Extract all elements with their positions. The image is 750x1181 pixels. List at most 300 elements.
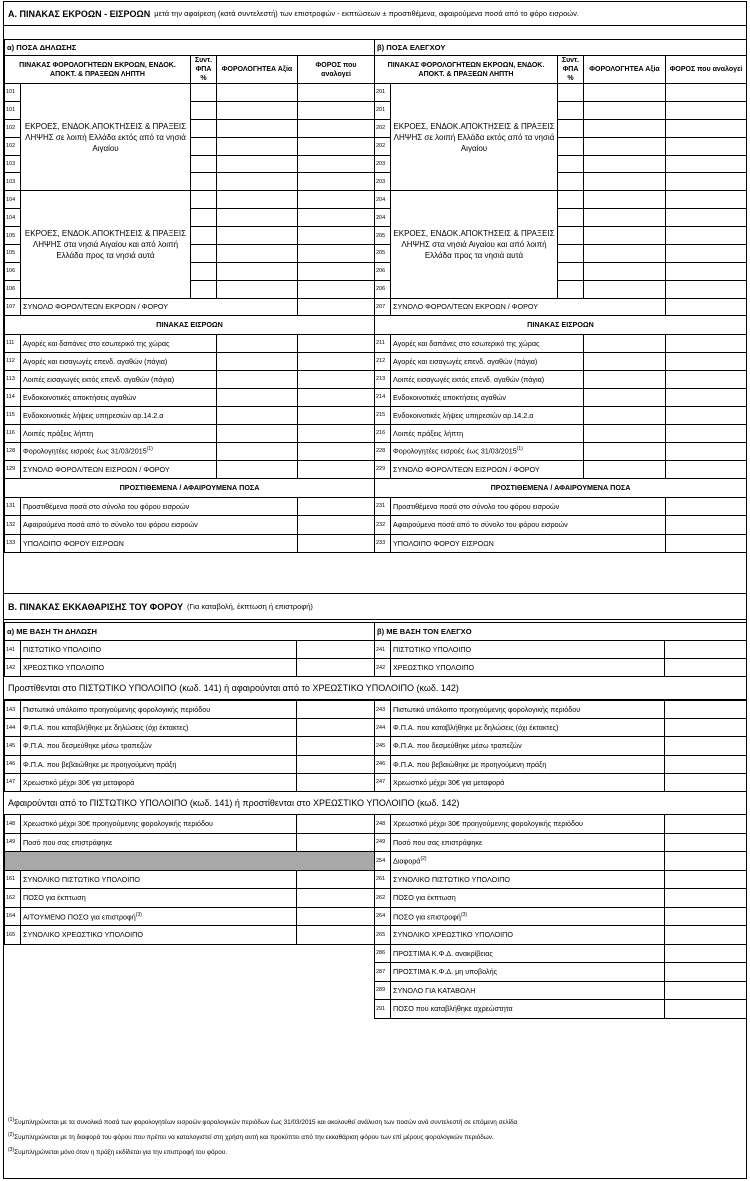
final-row bbox=[375, 870, 747, 889]
amount-input[interactable] bbox=[665, 852, 747, 871]
rate-input[interactable] bbox=[558, 137, 584, 155]
added-row bbox=[5, 719, 375, 737]
rate-input[interactable] bbox=[558, 155, 584, 173]
tax-input[interactable] bbox=[298, 227, 375, 245]
added-bar-text: Προστίθενται στο ΠΙΣΤΩΤΙΚΟ ΥΠΟΛΟΙΠΟ (κωδ. 141) ή αφαιρούνται από το ΧΡΕΩΣΤΙΚΟ ΥΠΟΛΟΙΠΟ (κωδ. 142) bbox=[8, 682, 459, 693]
value-input[interactable] bbox=[217, 262, 298, 280]
tax-input[interactable] bbox=[298, 298, 375, 315]
row-label-text: ΣΥΝΟΛΙΚΟ ΠΙΣΤΩΤΙΚΟ ΥΠΟΛΟΙΠΟ bbox=[23, 874, 140, 884]
value-input[interactable] bbox=[217, 424, 298, 442]
rate-input[interactable] bbox=[558, 173, 584, 191]
row-code: 116 bbox=[5, 424, 21, 442]
tax-input[interactable] bbox=[666, 497, 747, 516]
tax-input[interactable] bbox=[298, 388, 375, 406]
output-row bbox=[5, 191, 375, 209]
row-label bbox=[21, 497, 298, 516]
value-input[interactable] bbox=[217, 137, 298, 155]
row-label bbox=[21, 815, 297, 834]
row-label bbox=[21, 870, 297, 889]
added-row bbox=[375, 773, 747, 791]
value-input[interactable] bbox=[217, 442, 298, 460]
row-code: 233 bbox=[375, 534, 391, 553]
value-input[interactable] bbox=[584, 424, 666, 442]
amount-input[interactable] bbox=[297, 641, 375, 659]
row-label bbox=[391, 926, 665, 945]
subtracted-row bbox=[375, 815, 747, 834]
row-label-text: Ποσό που σας επιστράφηκε bbox=[393, 837, 483, 847]
row-code: 243 bbox=[375, 701, 391, 719]
row-code: 201 bbox=[375, 101, 391, 119]
amount-input[interactable] bbox=[665, 737, 747, 755]
inputs-title-row bbox=[5, 315, 375, 334]
balance-row bbox=[5, 641, 375, 659]
row-label bbox=[21, 424, 217, 442]
section-head-row bbox=[375, 40, 747, 56]
row-label bbox=[391, 534, 666, 553]
tax-input[interactable] bbox=[666, 155, 747, 173]
value-input[interactable] bbox=[217, 370, 298, 388]
tax-input[interactable] bbox=[298, 280, 375, 298]
row-label bbox=[391, 388, 584, 406]
tax-input[interactable] bbox=[666, 334, 747, 352]
row-code: 131 bbox=[5, 497, 21, 516]
row-label bbox=[21, 370, 217, 388]
inputs-title: ΠΙΝΑΚΑΣ ΕΙΣΡΟΩΝ bbox=[375, 315, 747, 334]
row-label bbox=[21, 737, 297, 755]
tax-input[interactable] bbox=[666, 442, 747, 460]
row-code: 264 bbox=[375, 907, 391, 926]
row-code: 203 bbox=[375, 173, 391, 191]
input-row bbox=[5, 352, 375, 370]
tax-input[interactable] bbox=[666, 245, 747, 263]
row-label-text: Ενδοκοινοτικές λήψεις υπηρεσιών αρ.14.2.α bbox=[23, 410, 164, 420]
row-label-text: ΣΥΝΟΛΟ ΦΟΡΟΛ/ΤΕΩΝ ΕΙΣΡΟΩΝ / ΦΟΡΟΥ bbox=[393, 464, 540, 474]
section-a-title: A. ΠΙΝΑΚΑΣ ΕΚΡΟΩΝ - ΕΙΣΡΟΩΝ bbox=[8, 8, 151, 19]
addsub-row bbox=[5, 516, 375, 535]
value-input[interactable] bbox=[584, 406, 666, 424]
amount-input[interactable] bbox=[297, 833, 375, 852]
rate-input[interactable] bbox=[558, 227, 584, 245]
tax-input[interactable] bbox=[666, 460, 747, 478]
row-code: 202 bbox=[375, 119, 391, 137]
row-code: 162 bbox=[5, 889, 21, 908]
tax-input[interactable] bbox=[298, 516, 375, 535]
tax-input[interactable] bbox=[666, 101, 747, 119]
amount-input[interactable] bbox=[297, 737, 375, 755]
row-code: 128 bbox=[5, 442, 21, 460]
row-label-text: Φ.Π.Α. που βεβαιώθηκε με προηγούμενη πράξη bbox=[393, 759, 547, 769]
row-label bbox=[21, 641, 297, 659]
row-label-text: Φορολογητέες εισροές έως 31/03/2015 bbox=[393, 446, 517, 456]
tax-input[interactable] bbox=[298, 262, 375, 280]
output-row bbox=[375, 84, 747, 102]
row-label bbox=[391, 516, 666, 535]
value-input[interactable] bbox=[584, 119, 666, 137]
row-label-text: ΠΟΣΟ για επιστροφή bbox=[393, 911, 461, 921]
row-code: 247 bbox=[375, 773, 391, 791]
tax-input[interactable] bbox=[298, 497, 375, 516]
tax-input[interactable] bbox=[298, 352, 375, 370]
tax-input[interactable] bbox=[298, 101, 375, 119]
input-row bbox=[375, 352, 747, 370]
difference-row bbox=[375, 852, 747, 871]
tax-input[interactable] bbox=[298, 424, 375, 442]
footnote-ref: (2) bbox=[420, 856, 427, 863]
row-code: 262 bbox=[375, 889, 391, 908]
value-input[interactable] bbox=[217, 280, 298, 298]
value-input[interactable] bbox=[217, 209, 298, 227]
row-code: 244 bbox=[375, 719, 391, 737]
balance-row bbox=[375, 641, 747, 659]
row-label bbox=[21, 534, 298, 553]
rate-input[interactable] bbox=[191, 155, 217, 173]
row-code: 106 bbox=[5, 262, 21, 280]
input-row bbox=[5, 442, 375, 460]
tax-input[interactable] bbox=[666, 406, 747, 424]
subtracted-row bbox=[375, 833, 747, 852]
tax-input[interactable] bbox=[666, 209, 747, 227]
tax-input[interactable] bbox=[666, 191, 747, 209]
value-input[interactable] bbox=[584, 84, 666, 102]
tax-input[interactable] bbox=[298, 334, 375, 352]
value-input[interactable] bbox=[217, 460, 298, 478]
rate-input[interactable] bbox=[558, 119, 584, 137]
rate-input[interactable] bbox=[191, 119, 217, 137]
row-code: 101 bbox=[5, 101, 21, 119]
amount-input[interactable] bbox=[665, 870, 747, 889]
tax-input[interactable] bbox=[666, 298, 747, 315]
col-desc-header: ΠΙΝΑΚΑΣ ΦΟΡΟΛΟΓΗΤΕΩΝ ΕΚΡΟΩΝ, ΕΝΔΟΚ. ΑΠΟΚΤ. & ΠΡΑΞΕΩΝ ΛΗΠΤΗ bbox=[375, 56, 558, 84]
amount-input[interactable] bbox=[665, 981, 747, 1000]
row-label-text: ΣΥΝΟΛΙΚΟ ΧΡΕΩΣΤΙΚΟ ΥΠΟΛΟΙΠΟ bbox=[393, 930, 513, 940]
rate-input[interactable] bbox=[191, 209, 217, 227]
amount-input[interactable] bbox=[665, 944, 747, 963]
rate-input[interactable] bbox=[558, 209, 584, 227]
row-label bbox=[391, 719, 665, 737]
row-label-text: Χρεωστικό μέχρι 30€ για μεταφορά bbox=[393, 777, 505, 787]
amount-input[interactable] bbox=[665, 889, 747, 908]
col-desc-header: ΠΙΝΑΚΑΣ ΦΟΡΟΛΟΓΗΤΕΩΝ ΕΚΡΟΩΝ, ΕΝΔΟΚ. ΑΠΟΚΤ. & ΠΡΑΞΕΩΝ ΛΗΠΤΗ bbox=[5, 56, 191, 84]
row-label-text: Προστιθέμενα ποσά στο σύνολο του φόρου εισροών bbox=[23, 501, 190, 511]
subtracted-bar-text: Αφαιρούνται από το ΠΙΣΤΩΤΙΚΟ ΥΠΟΛΟΙΠΟ (κωδ. 141) ή προστίθενται στο ΧΡΕΩΣΤΙΚΟ ΥΠΟΛΟΙΠΟ (κωδ. 142) bbox=[8, 797, 460, 808]
amount-input[interactable] bbox=[665, 641, 747, 659]
row-code: 289 bbox=[375, 981, 391, 1000]
amount-input[interactable] bbox=[297, 701, 375, 719]
row-code: 114 bbox=[5, 388, 21, 406]
amount-input[interactable] bbox=[665, 659, 747, 677]
row-label bbox=[21, 442, 217, 460]
amount-input[interactable] bbox=[665, 963, 747, 982]
col-value-header: ΦΟΡΟΛΟΓΗΤΕΑ Αξία bbox=[584, 56, 666, 84]
value-input[interactable] bbox=[584, 137, 666, 155]
row-label bbox=[391, 659, 665, 677]
rate-input[interactable] bbox=[191, 280, 217, 298]
row-label bbox=[391, 852, 665, 871]
row-code: 145 bbox=[5, 737, 21, 755]
amount-input[interactable] bbox=[665, 815, 747, 834]
row-code: 113 bbox=[5, 370, 21, 388]
final-row bbox=[375, 1000, 747, 1019]
amount-input[interactable] bbox=[297, 870, 375, 889]
row-label-text: Χρεωστικό μέχρι 30€ για μεταφορά bbox=[23, 777, 135, 787]
tax-input[interactable] bbox=[666, 534, 747, 553]
tax-input[interactable] bbox=[298, 370, 375, 388]
col-rate-header: Συντ. ΦΠΑ % bbox=[191, 56, 217, 84]
right-outputs-table bbox=[374, 39, 747, 553]
row-code: 148 bbox=[5, 815, 21, 834]
value-input[interactable] bbox=[584, 262, 666, 280]
tax-input[interactable] bbox=[298, 119, 375, 137]
column-header-row bbox=[5, 56, 375, 84]
tax-input[interactable] bbox=[298, 84, 375, 102]
tax-input[interactable] bbox=[666, 352, 747, 370]
value-input[interactable] bbox=[217, 388, 298, 406]
left-final-table bbox=[4, 814, 375, 945]
row-code: 265 bbox=[375, 926, 391, 945]
row-label-text: ΠΡΟΣΤΙΜΑ Κ.Φ.Δ. μη υποβολής bbox=[393, 967, 498, 977]
row-code: 143 bbox=[5, 701, 21, 719]
total-row bbox=[375, 298, 747, 315]
value-input[interactable] bbox=[217, 101, 298, 119]
added-row bbox=[375, 719, 747, 737]
value-input[interactable] bbox=[584, 155, 666, 173]
rate-input[interactable] bbox=[191, 262, 217, 280]
row-code: 164 bbox=[5, 907, 21, 926]
row-code: 207 bbox=[375, 298, 391, 315]
value-input[interactable] bbox=[217, 191, 298, 209]
row-label-text: Φ.Π.Α. που καταβλήθηκε με δηλώσεις (όχι έκτακτες) bbox=[393, 723, 559, 733]
row-label-text: ΧΡΕΩΣΤΙΚΟ ΥΠΟΛΟΙΠΟ bbox=[23, 663, 105, 672]
tax-input[interactable] bbox=[298, 209, 375, 227]
value-input[interactable] bbox=[217, 173, 298, 191]
row-label bbox=[391, 406, 584, 424]
row-code: 107 bbox=[5, 298, 21, 315]
value-input[interactable] bbox=[584, 209, 666, 227]
tax-input[interactable] bbox=[666, 424, 747, 442]
row-label bbox=[21, 701, 297, 719]
row-label-text: Αγορές και δαπάνες στο εσωτερικό της χώρας bbox=[23, 338, 170, 348]
tax-input[interactable] bbox=[666, 262, 747, 280]
input-row bbox=[375, 406, 747, 424]
value-input[interactable] bbox=[217, 352, 298, 370]
inputs-title: ΠΙΝΑΚΑΣ ΕΙΣΡΟΩΝ bbox=[5, 315, 375, 334]
right-final-table bbox=[374, 814, 747, 1019]
rate-input[interactable] bbox=[191, 137, 217, 155]
row-label-text: Ενδοκοινοτικές λήψεις υπηρεσιών αρ.14.2.α bbox=[393, 410, 534, 420]
value-input[interactable] bbox=[584, 460, 666, 478]
group-label-islands: ΕΚΡΟΕΣ, ΕΝΔΟΚ.ΑΠΟΚΤΗΣΕΙΣ & ΠΡΑΞΕΙΣ ΛΗΨΗΣ στα νησιά Αιγαίου και από λοιπή Ελλάδα προς τα νησιά αυτά bbox=[21, 191, 191, 298]
row-code: 254 bbox=[375, 852, 391, 871]
tax-input[interactable] bbox=[666, 137, 747, 155]
tax-input[interactable] bbox=[666, 119, 747, 137]
added-row bbox=[5, 737, 375, 755]
tax-input[interactable] bbox=[298, 191, 375, 209]
amount-input[interactable] bbox=[297, 926, 375, 945]
footnote bbox=[8, 1129, 742, 1144]
value-input[interactable] bbox=[217, 245, 298, 263]
tax-input[interactable] bbox=[298, 245, 375, 263]
row-label bbox=[391, 773, 665, 791]
row-label bbox=[21, 352, 217, 370]
row-label-text: Χρεωστικό μέχρι 30€ προηγούμενης φορολογικής περιόδου bbox=[23, 819, 213, 829]
rate-input[interactable] bbox=[191, 227, 217, 245]
rate-input[interactable] bbox=[191, 173, 217, 191]
tax-input[interactable] bbox=[666, 370, 747, 388]
value-input[interactable] bbox=[584, 173, 666, 191]
tax-input[interactable] bbox=[298, 442, 375, 460]
section-b-title: Β. ΠΙΝΑΚΑΣ ΕΚΚΑΘΑΡΙΣΗΣ ΤΟΥ ΦΟΡΟΥ bbox=[8, 601, 183, 612]
row-code: 149 bbox=[5, 833, 21, 852]
row-label bbox=[391, 833, 665, 852]
tax-input[interactable] bbox=[666, 516, 747, 535]
left-outputs-table bbox=[4, 39, 375, 553]
footnote bbox=[8, 1114, 742, 1129]
amount-input[interactable] bbox=[665, 701, 747, 719]
rate-input[interactable] bbox=[191, 101, 217, 119]
section-head-row bbox=[5, 623, 375, 641]
amount-input[interactable] bbox=[297, 755, 375, 773]
tax-input[interactable] bbox=[666, 227, 747, 245]
row-code: 112 bbox=[5, 352, 21, 370]
row-code: 161 bbox=[5, 870, 21, 889]
added-row bbox=[375, 701, 747, 719]
value-input[interactable] bbox=[217, 84, 298, 102]
row-label-text: Ενδοκοινοτικές αποκτήσεις αγαθών bbox=[23, 392, 136, 402]
row-label-text: ΠΡΟΣΤΙΜΑ Κ.Φ.Δ. ανακρίβειας bbox=[393, 948, 493, 958]
input-row bbox=[5, 334, 375, 352]
tax-input[interactable] bbox=[666, 84, 747, 102]
amount-input[interactable] bbox=[297, 815, 375, 834]
left-added-table bbox=[4, 700, 375, 792]
row-code: 103 bbox=[5, 173, 21, 191]
tax-input[interactable] bbox=[298, 173, 375, 191]
row-label-text: Αφαιρούμενα ποσά από το σύνολο του φόρου εισροών bbox=[393, 520, 568, 530]
rate-input[interactable] bbox=[558, 245, 584, 263]
final-row bbox=[5, 870, 375, 889]
amount-input[interactable] bbox=[297, 719, 375, 737]
tax-input[interactable] bbox=[666, 388, 747, 406]
final-row bbox=[375, 963, 747, 982]
amount-input[interactable] bbox=[665, 755, 747, 773]
row-code: 111 bbox=[5, 334, 21, 352]
row-code: 104 bbox=[5, 209, 21, 227]
rate-input[interactable] bbox=[191, 191, 217, 209]
value-input[interactable] bbox=[217, 227, 298, 245]
input-row bbox=[375, 442, 747, 460]
row-label-text: Αγορές και εισαγωγές επενδ. αγαθών (πάγια) bbox=[393, 356, 538, 366]
row-label bbox=[391, 981, 665, 1000]
value-input[interactable] bbox=[217, 119, 298, 137]
tax-input[interactable] bbox=[298, 155, 375, 173]
added-row bbox=[5, 773, 375, 791]
row-code: 115 bbox=[5, 406, 21, 424]
amount-input[interactable] bbox=[665, 1000, 747, 1019]
tax-input[interactable] bbox=[298, 460, 375, 478]
addsub-row bbox=[375, 516, 747, 535]
row-code: 146 bbox=[5, 755, 21, 773]
value-input[interactable] bbox=[217, 334, 298, 352]
row-label bbox=[21, 334, 217, 352]
tax-input[interactable] bbox=[298, 406, 375, 424]
amount-input[interactable] bbox=[665, 719, 747, 737]
row-label-text: Αφαιρούμενα ποσά από το σύνολο του φόρου εισροών bbox=[23, 520, 198, 530]
amount-input[interactable] bbox=[665, 833, 747, 852]
input-row bbox=[5, 370, 375, 388]
row-label bbox=[391, 815, 665, 834]
col-tax-header: ΦΟΡΟΣ που αναλογεί bbox=[298, 56, 375, 84]
row-label bbox=[21, 659, 297, 677]
amount-input[interactable] bbox=[297, 659, 375, 677]
row-code: 133 bbox=[5, 534, 21, 553]
amount-input[interactable] bbox=[297, 889, 375, 908]
row-label bbox=[21, 773, 297, 791]
amount-input[interactable] bbox=[665, 926, 747, 945]
value-input[interactable] bbox=[584, 191, 666, 209]
footnote-text: Συμπληρώνεται με τη διαφορά του φόρου που πρέπει να καταλογιστεί στη χρήση αυτή και προκύπτει από την εκκαθάριση φόρου των επί μέρους φορολογικών περιόδων. bbox=[14, 1134, 494, 1142]
value-input[interactable] bbox=[584, 370, 666, 388]
rate-input[interactable] bbox=[191, 245, 217, 263]
added-row bbox=[5, 701, 375, 719]
row-label bbox=[21, 926, 297, 945]
addsub-row bbox=[5, 497, 375, 516]
tax-input[interactable] bbox=[666, 173, 747, 191]
value-input[interactable] bbox=[584, 280, 666, 298]
total-row bbox=[5, 298, 375, 315]
section-head-row bbox=[375, 623, 747, 641]
value-input[interactable] bbox=[584, 352, 666, 370]
rate-input[interactable] bbox=[558, 280, 584, 298]
row-label bbox=[21, 719, 297, 737]
amount-input[interactable] bbox=[297, 773, 375, 791]
addsub-title: ΠΡΟΣΤΙΘΕΜΕΝΑ / ΑΦΑΙΡΟΥΜΕΝΑ ΠΟΣΑ bbox=[5, 478, 375, 497]
rate-input[interactable] bbox=[558, 84, 584, 102]
value-input[interactable] bbox=[584, 334, 666, 352]
row-code: 212 bbox=[375, 352, 391, 370]
rate-input[interactable] bbox=[191, 84, 217, 102]
amount-input[interactable] bbox=[297, 907, 375, 926]
row-label bbox=[21, 460, 217, 478]
col-rate-header: Συντ. ΦΠΑ % bbox=[558, 56, 584, 84]
rate-input[interactable] bbox=[558, 101, 584, 119]
row-label bbox=[391, 701, 665, 719]
value-input[interactable] bbox=[217, 406, 298, 424]
row-code: 206 bbox=[375, 280, 391, 298]
input-row bbox=[375, 460, 747, 478]
row-label bbox=[391, 442, 584, 460]
added-row bbox=[375, 755, 747, 773]
row-code: 241 bbox=[375, 641, 391, 659]
value-input[interactable] bbox=[584, 388, 666, 406]
row-label-text: ΣΥΝΟΛΙΚΟ ΧΡΕΩΣΤΙΚΟ ΥΠΟΛΟΙΠΟ bbox=[23, 930, 143, 940]
rate-input[interactable] bbox=[558, 262, 584, 280]
tax-input[interactable] bbox=[298, 137, 375, 155]
value-input[interactable] bbox=[584, 442, 666, 460]
tax-input[interactable] bbox=[666, 280, 747, 298]
tax-input[interactable] bbox=[298, 534, 375, 553]
row-label bbox=[391, 944, 665, 963]
rate-input[interactable] bbox=[558, 191, 584, 209]
value-input[interactable] bbox=[584, 101, 666, 119]
row-code: 204 bbox=[375, 191, 391, 209]
row-label bbox=[391, 963, 665, 982]
value-input[interactable] bbox=[217, 155, 298, 173]
amount-input[interactable] bbox=[665, 907, 747, 926]
row-label-text: ΣΥΝΟΛΟ ΓΙΑ ΚΑΤΑΒΟΛΗ bbox=[393, 985, 476, 995]
amount-input[interactable] bbox=[665, 773, 747, 791]
value-input[interactable] bbox=[584, 227, 666, 245]
value-input[interactable] bbox=[584, 245, 666, 263]
left-settlement-head: α) ΜΕ ΒΑΣΗ ΤΗ ΔΗΛΩΣΗ bbox=[5, 623, 375, 641]
